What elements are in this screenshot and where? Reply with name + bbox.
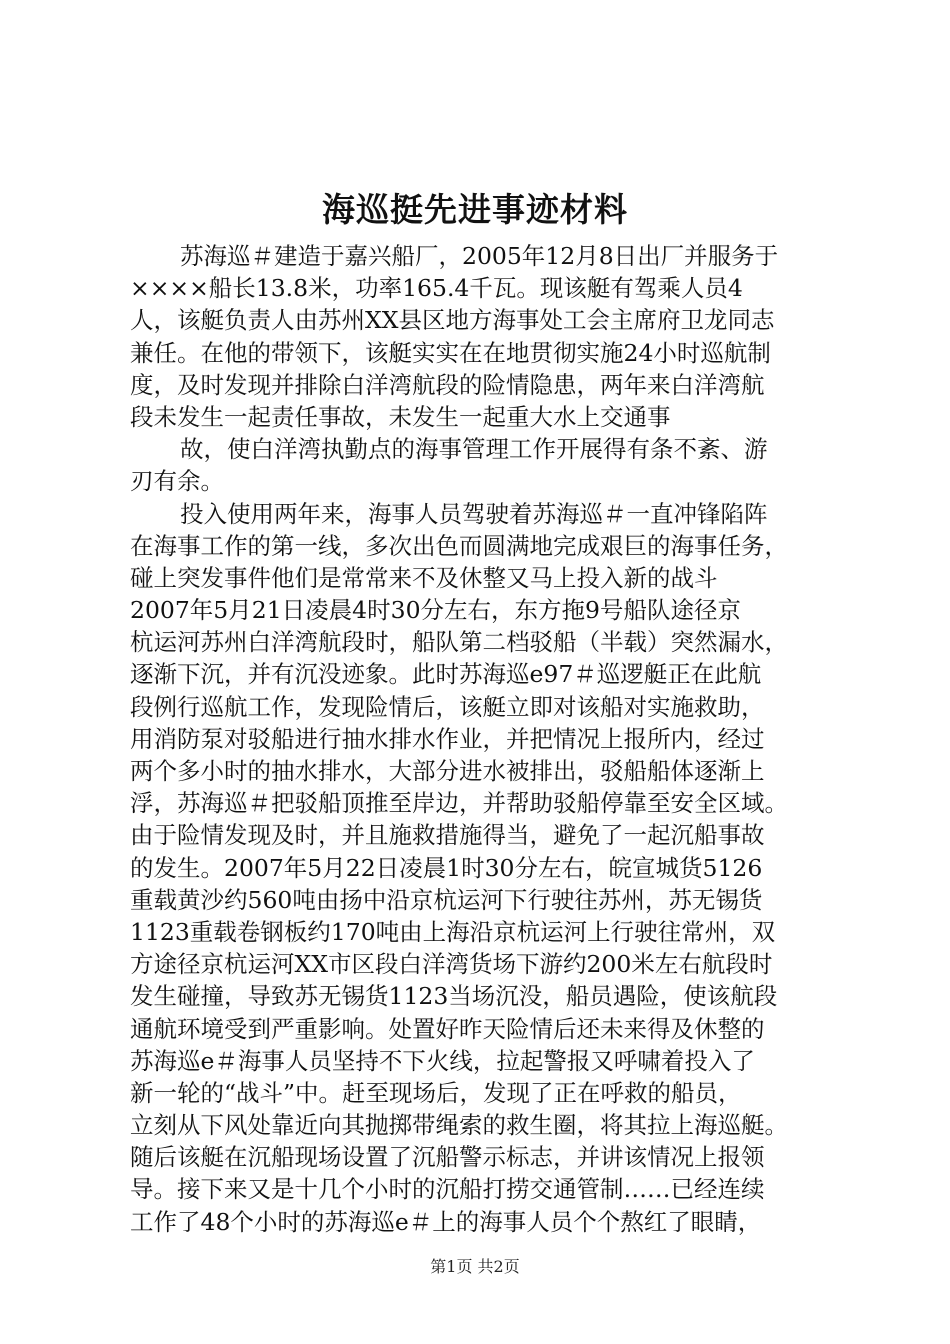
text-line: 发生碰撞，导致苏无锡货1123当场沉没，船员遇险，使该航段 [130,982,778,1011]
text-line: 碰上突发事件他们是常常来不及休整又马上投入新的战斗 [130,563,718,592]
text-line: 2007年5月21日凌晨4时30分左右，东方拖9号船队途径京 [130,596,741,625]
page-footer: 第1页 共2页 [430,1257,520,1276]
text-line: 苏海巡e＃海事人员坚持不下火线，拉起警报又呼啸着投入了 [130,1046,755,1075]
text-line: 由于险情发现及时，并且施救措施得当，避免了一起沉船事故 [130,821,765,850]
text-line: 立刻从下风处靠近向其抛掷带绳索的救生圈，将其拉上海巡艇。 [130,1111,788,1140]
text-line: 浮，苏海巡＃把驳船顶推至岸边，并帮助驳船停靠至安全区域。 [130,789,788,818]
document-title: 海巡挺先进事迹材料 [322,190,628,229]
text-line: 在海事工作的第一线，多次出色而圆满地完成艰巨的海事任务， [130,531,788,560]
text-line: 投入使用两年来，海事人员驾驶着苏海巡＃一直冲锋陷阵 [180,499,768,528]
text-line: 的发生。2007年5月22日凌晨1时30分左右，皖宣城货5126 [130,853,763,882]
text-line: 度，及时发现并排除白洋湾航段的险情隐患，两年来白洋湾航 [130,370,765,399]
text-line: 杭运河苏州白洋湾航段时，船队第二档驳船（半载）突然漏水， [130,628,788,657]
text-line: ××××船长13.8米，功率165.4千瓦。现该艇有驾乘人员4 [130,274,743,303]
text-line: 重载黄沙约560吨由扬中沿京杭运河下行驶往苏州，苏无锡货 [130,885,763,914]
text-line: 人，该艇负责人由苏州XX县区地方海事处工会主席府卫龙同志 [130,306,775,335]
text-line: 通航环境受到严重影响。处置好昨天险情后还未来得及休整的 [130,1014,765,1043]
text-line: 刃有余。 [130,467,224,496]
text-line: 逐渐下沉，并有沉没迹象。此时苏海巡e97＃巡逻艇正在此航 [130,660,762,689]
text-line: 用消防泵对驳船进行抽水排水作业，并把情况上报所内，经过 [130,724,765,753]
text-line: 两个多小时的抽水排水，大部分进水被排出，驳船船体逐渐上 [130,757,765,785]
text-line: 故，使白洋湾执勤点的海事管理工作开展得有条不紊、游 [180,435,768,464]
text-line: 苏海巡＃建造于嘉兴船厂，2005年12月8日出厂并服务于 [180,242,779,270]
text-line: 1123重载卷钢板约170吨由上海沿京杭运河上行驶往常州，双 [130,917,776,946]
document-body [130,240,830,1238]
text-line: 工作了48个小时的苏海巡e＃上的海事人员个个熬红了眼睛， [130,1207,762,1236]
text-line: 导。接下来又是十几个小时的沉船打捞交通管制……已经连续 [130,1175,765,1204]
text-line: 随后该艇在沉船现场设置了沉船警示标志，并讲该情况上报领 [130,1143,765,1172]
text-line: 新一轮的“战斗”中。赶至现场后，发现了正在呼救的船员， [130,1078,742,1107]
text-line: 方途径京杭运河XX市区段白洋湾货场下游约200米左右航段时 [130,950,773,979]
text-line: 兼任。在他的带领下，该艇实实在在地贯彻实施24小时巡航制 [130,338,771,367]
text-line: 段例行巡航工作，发现险情后，该艇立即对该船对实施救助， [130,692,765,721]
text-line: 段未发生一起责任事故，未发生一起重大水上交通事 [130,402,671,431]
